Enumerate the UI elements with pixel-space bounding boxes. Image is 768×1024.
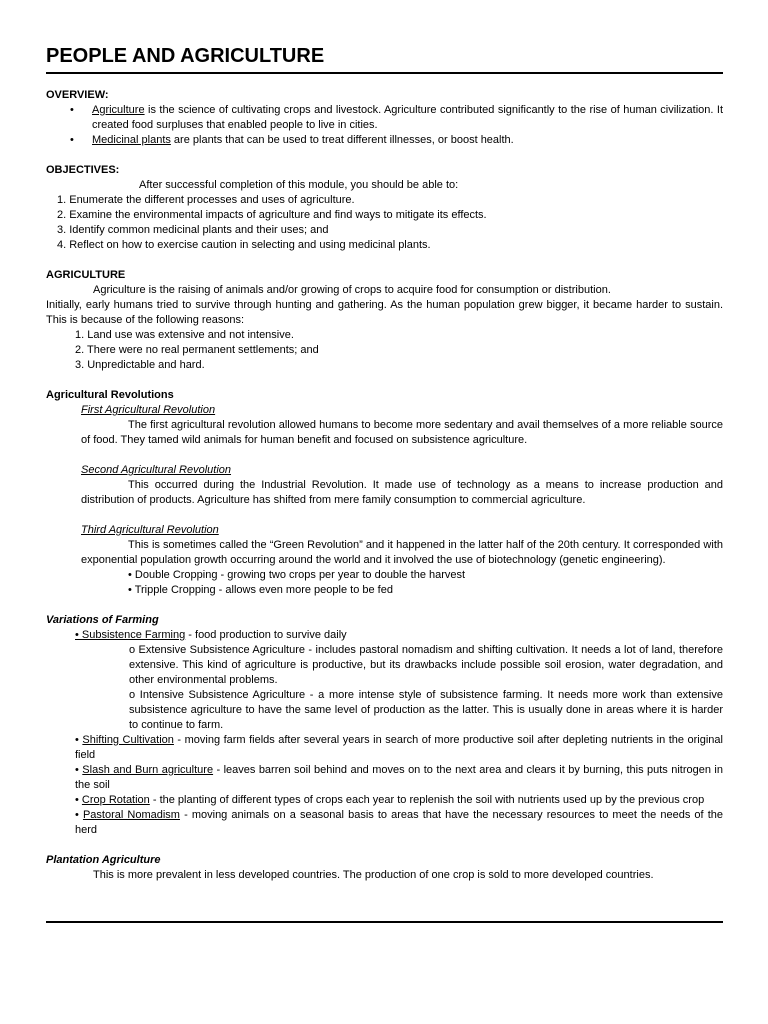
subsistence-term: • Subsistence Farming (75, 629, 186, 641)
first-revolution-title: First Agricultural Revolution (81, 404, 216, 416)
overview-term: Agriculture (92, 104, 145, 116)
farming-term: Shifting Cultivation (82, 734, 174, 746)
overview-list (46, 103, 723, 148)
second-revolution-text: This occurred during the Industrial Revolution. It made use of technology as a means to increase production and distribution of products. Agriculture has shifted from mere family consumption to commercial agriculture. (81, 479, 723, 506)
cropping-item: • Double Cropping - growing two crops per year to double the harvest (128, 569, 466, 581)
reasons-list (46, 328, 723, 373)
revolutions-section (46, 403, 723, 598)
variations-section (46, 628, 723, 838)
agriculture-paragraph: Initially, early humans tried to survive through hunting and gathering. As the human population grew bigger, it became harder to sustain. This is because of the following reasons: (46, 299, 723, 326)
farming-term: Slash and Burn agriculture (82, 764, 214, 776)
revolutions-heading: Agricultural Revolutions (46, 389, 174, 401)
objective-item: 4. Reflect on how to exercise caution in selecting and using medicinal plants. (57, 239, 431, 251)
overview-term: Medicinal plants (92, 134, 171, 146)
overview-item: • Agriculture is the science of cultivating crops and livestock. Agriculture contributed significantly to the rise of human civilization. It created food surpluses that enabled people to live in cities. (46, 103, 723, 133)
farming-item: • Crop Rotation - the planting of different types of crops each year to replenish the soil with nutrients used up by the previous crop (75, 794, 705, 806)
objectives-heading: OBJECTIVES: (46, 164, 120, 176)
farming-item: • Pastoral Nomadism - moving animals on a seasonal basis to areas that have the necessary resources to meet the needs of the herd (75, 809, 723, 836)
farming-item: • Slash and Burn agriculture - leaves barren soil behind and moves on to the next area and clears it by burning, this puts nitrogen in the soil (75, 764, 723, 791)
subsistence-item: • Subsistence Farming - food production to survive daily (75, 629, 347, 641)
third-revolution-text: This is sometimes called the “Green Revolution” and it happened in the latter half of the 20th century. It corresponded with exponential population growth occurring around the world and it involved the use of biotechnology (genetic engineering). (81, 539, 723, 566)
objective-item: 3. Identify common medicinal plants and their uses; and (57, 224, 329, 236)
intensive-subsistence: o Intensive Subsistence Agriculture - a more intense style of subsistence farming. It needs more work than extensive subsistence agriculture to have the same level of production as the latter. This is usually done in areas where it is harder to continue to farm. (129, 689, 723, 731)
reason-item: 2. There were no real permanent settlements; and (75, 344, 319, 356)
second-revolution-title: Second Agricultural Revolution (81, 464, 232, 476)
objectives-list (46, 193, 723, 253)
variations-heading: Variations of Farming (46, 614, 159, 626)
first-revolution-text: The first agricultural revolution allowed humans to become more sedentary and avail themselves of a more reliable source of food. They tamed wild animals for human benefit and focused on subsistence agriculture. (81, 419, 723, 446)
subsistence-subitems (75, 643, 723, 733)
overview-heading: OVERVIEW: (46, 89, 109, 101)
objectives-intro: After successful completion of this module, you should be able to: (139, 179, 459, 191)
overview-item: • Medicinal plants are plants that can be used to treat different illnesses, or boost health. (46, 133, 723, 148)
footer-rule (46, 921, 723, 923)
cropping-list (81, 568, 723, 598)
document-page (46, 44, 723, 883)
farming-term: Crop Rotation (81, 794, 150, 806)
extensive-subsistence: o Extensive Subsistence Agriculture - includes pastoral nomadism and shifting cultivation. It needs a lot of land, therefore extensive. This kind of agriculture is productive, but its drawbacks include possible soil erosion, water degradation, and other environmental problems. (129, 644, 723, 686)
cropping-item: • Tripple Cropping - allows even more people to be fed (128, 584, 393, 596)
third-revolution-title: Third Agricultural Revolution (81, 524, 219, 536)
page-title: PEOPLE AND AGRICULTURE (46, 45, 325, 67)
agriculture-definition: Agriculture is the raising of animals and/or growing of crops to acquire food for consumption or distribution. (93, 284, 611, 296)
document-body (46, 74, 723, 883)
farming-item: • Shifting Cultivation - moving farm fields after several years in search of more productive soil after depleting nutrients in the original field (75, 734, 723, 761)
farming-term: Pastoral Nomadism (82, 809, 180, 821)
reason-item: 3. Unpredictable and hard. (75, 359, 205, 371)
reason-item: 1. Land use was extensive and not intensive. (75, 329, 294, 341)
objective-item: 1. Enumerate the different processes and uses of agriculture. (57, 194, 355, 206)
plantation-heading: Plantation Agriculture (46, 854, 161, 866)
agriculture-heading: AGRICULTURE (46, 269, 126, 281)
plantation-text: This is more prevalent in less developed countries. The production of one crop is sold to more developed countries. (93, 869, 654, 881)
objective-item: 2. Examine the environmental impacts of agriculture and find ways to mitigate its effects. (57, 209, 487, 221)
